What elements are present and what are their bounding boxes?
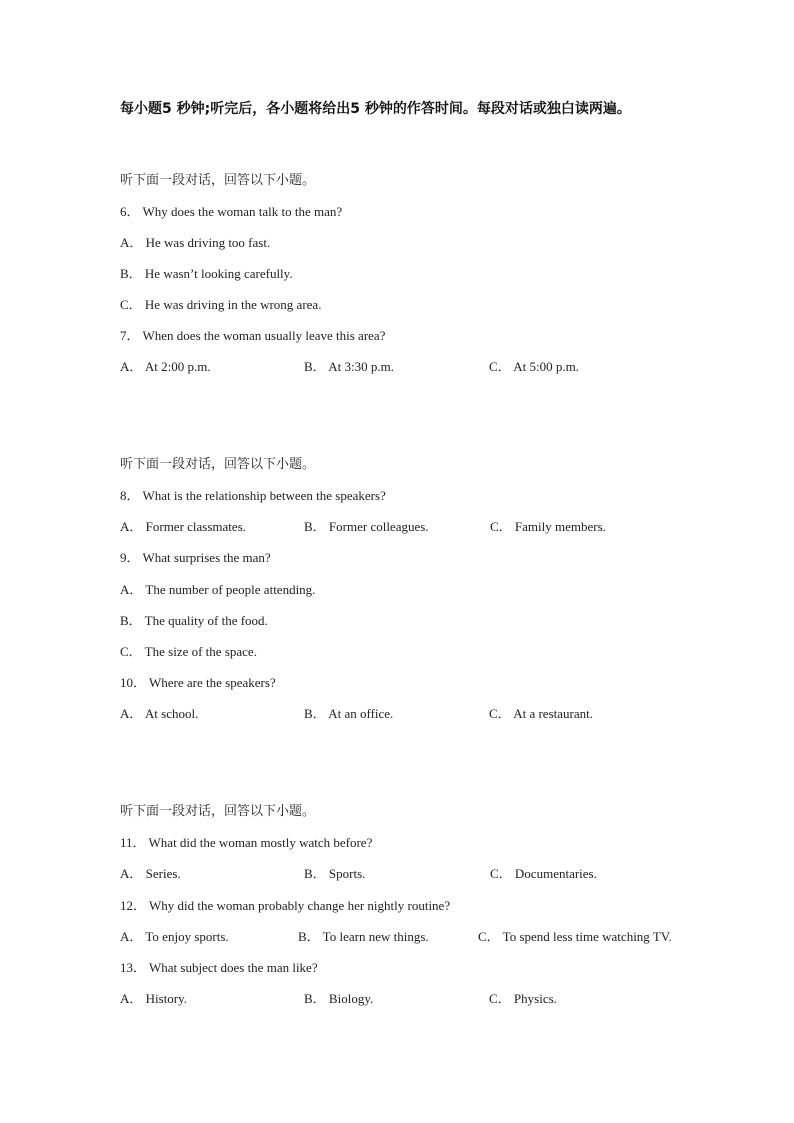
question-6-option-a: A． He was driving too fast. (120, 235, 271, 250)
question-12-option-b: B． To learn new things. (298, 929, 429, 944)
question-13-option-a: A． History. (120, 991, 188, 1006)
section-header: 听下面一段对话，回答以下小题。 (120, 173, 316, 188)
question-13: 13． What subject does the man like? (120, 960, 318, 975)
section-header: 听下面一段对话，回答以下小题。 (120, 457, 316, 472)
question-7-option-c: C． At 5:00 p.m. (489, 359, 579, 374)
question-12-option-c: C． To spend less time watching TV. (478, 929, 672, 944)
question-9-option-a: A． The number of people attending. (120, 582, 316, 597)
question-11-option-c: C． Documentaries. (490, 866, 597, 881)
question-11-option-b: B． Sports. (304, 866, 366, 881)
question-12: 12． Why did the woman probably change her nightly routine? (120, 898, 451, 913)
question-8-option-a: A． Former classmates. (120, 519, 247, 534)
question-6-option-b: B． He wasn’t looking carefully. (120, 266, 293, 281)
question-8-option-c: C． Family members. (490, 519, 606, 534)
question-9: 9． What surprises the man? (120, 550, 271, 565)
question-11-option-a: A． Series. (120, 866, 181, 881)
question-8: 8． What is the relationship between the speakers? (120, 488, 386, 503)
question-13-option-c: C． Physics. (489, 991, 557, 1006)
question-10-option-b: B． At an office. (304, 706, 394, 721)
question-11: 11． What did the woman mostly watch before? (120, 835, 373, 850)
question-9-option-c: C． The size of the space. (120, 644, 257, 659)
question-6-option-c: C． He was driving in the wrong area. (120, 297, 322, 312)
question-8-option-b: B． Former colleagues. (304, 519, 429, 534)
question-9-option-b: B． The quality of the food. (120, 613, 268, 628)
question-7-option-b: B． At 3:30 p.m. (304, 359, 394, 374)
section-header: 听下面一段对话，回答以下小题。 (120, 804, 316, 819)
question-13-option-b: B． Biology. (304, 991, 374, 1006)
question-6: 6． Why does the woman talk to the man? (120, 204, 343, 219)
instructions-paragraph: 每小题5 秒钟;听完后，各小题将给出5 秒钟的作答时间。每段对话或独白读两遍。 (120, 101, 631, 117)
question-10-option-a: A． At school. (120, 706, 199, 721)
question-7-option-a: A． At 2:00 p.m. (120, 359, 211, 374)
question-12-option-a: A． To enjoy sports. (120, 929, 229, 944)
question-10-option-c: C． At a restaurant. (489, 706, 593, 721)
question-10: 10． Where are the speakers? (120, 675, 276, 690)
question-7: 7． When does the woman usually leave this area? (120, 328, 386, 343)
